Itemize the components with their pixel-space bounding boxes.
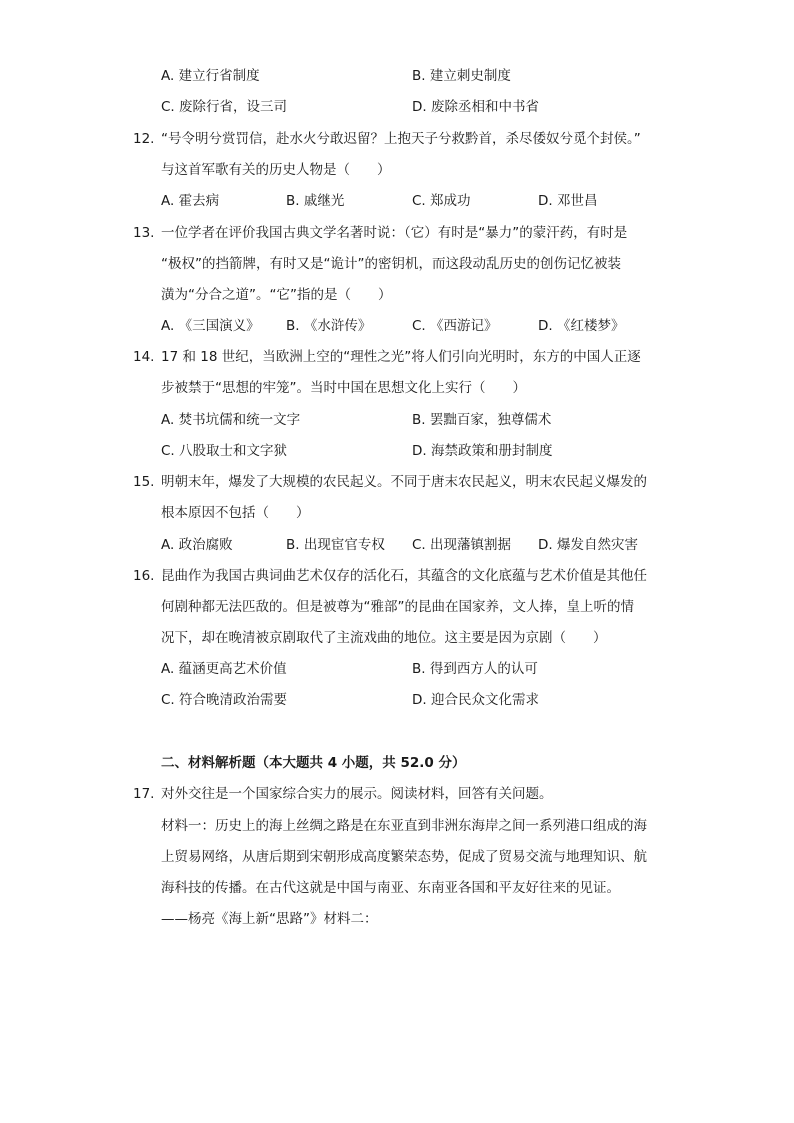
q17-text-line: ——杨亮《海上新“思路”》材料二： bbox=[161, 911, 378, 927]
q14-option-b: B. 罢黜百家，独尊儒术 bbox=[412, 412, 552, 428]
q17-text-line: 对外交往是一个国家综合实力的展示。阅读材料，回答有关问题。 bbox=[161, 786, 553, 802]
q12-option-a: A. 霍去病 bbox=[161, 193, 220, 209]
q17-text-line: 上贸易网络，从唐后期到宋朝形成高度繁荣态势，促成了贸易交流与地理知识、航 bbox=[161, 849, 647, 865]
q11-option-b: B. 建立刺史制度 bbox=[412, 68, 511, 84]
q15-number: 15. bbox=[133, 474, 155, 490]
q16-stem-line: 昆曲作为我国古典词曲艺术仅存的活化石，其蕴含的文化底蕴与艺术价值是其他任 bbox=[161, 568, 647, 584]
q15-stem-line: 根本原因不包括（ ） bbox=[161, 505, 310, 521]
q11-option-a: A. 建立行省制度 bbox=[161, 68, 260, 84]
q13-stem-line: “极权”的挡箭牌，有时又是“诡计”的密钥机，而这段动乱历史的创伤记忆被装 bbox=[161, 256, 621, 272]
q13-option-b: B. 《水浒传》 bbox=[286, 318, 372, 334]
q14-option-a: A. 焚书坑儒和统一文字 bbox=[161, 412, 301, 428]
q12-stem-line: “号令明兮赏罚信，赴水火兮敢迟留？上抱天子兮救黔首，杀尽倭奴兮觅个封侯。” bbox=[161, 131, 641, 147]
q17-number: 17. bbox=[133, 786, 155, 802]
q17-text-line: 材料一：历史上的海上丝绸之路是在东亚直到非洲东海岸之间一系列港口组成的海 bbox=[161, 818, 647, 834]
q12-stem-line: 与这首军歌有关的历史人物是（ ） bbox=[161, 162, 391, 178]
q15-option-b: B. 出现宦官专权 bbox=[286, 537, 385, 553]
q15-option-a: A. 政治腐败 bbox=[161, 537, 233, 553]
q13-option-c: C. 《西游记》 bbox=[412, 318, 498, 334]
q11-option-c: C. 废除行省，设三司 bbox=[161, 99, 288, 115]
q16-option-c: C. 符合晚清政治需要 bbox=[161, 692, 288, 708]
section-heading: 二、材料解析题（本大题共 4 小题，共 52.0 分） bbox=[161, 755, 466, 771]
q16-stem-line: 况下，却在晚清被京剧取代了主流戏曲的地位。这主要是因为京剧（ ） bbox=[161, 630, 607, 646]
q16-option-d: D. 迎合民众文化需求 bbox=[412, 692, 539, 708]
q17-text-line: 海科技的传播。在古代这就是中国与南亚、东南亚各国和平友好往来的见证。 bbox=[161, 880, 620, 896]
q13-option-d: D. 《红楼梦》 bbox=[538, 318, 625, 334]
q11-option-d: D. 废除丞相和中书省 bbox=[412, 99, 539, 115]
q13-stem-line: 一位学者在评价我国古典文学名著时说：（它）有时是“暴力”的蒙汗药，有时是 bbox=[161, 225, 628, 241]
q16-number: 16. bbox=[133, 568, 155, 584]
q14-number: 14. bbox=[133, 349, 155, 365]
q13-option-a: A. 《三国演义》 bbox=[161, 318, 260, 334]
q12-option-d: D. 邓世昌 bbox=[538, 193, 598, 209]
q16-stem-line: 何剧种都无法匹敌的。但是被尊为“雅部”的昆曲在国家养，文人捧，皇上听的情 bbox=[161, 599, 634, 615]
q15-option-d: D. 爆发自然灾害 bbox=[538, 537, 638, 553]
q16-option-a: A. 蕴涵更高艺术价值 bbox=[161, 661, 287, 677]
q12-option-c: C. 郑成功 bbox=[412, 193, 471, 209]
q14-stem-line: 17 和 18 世纪，当欧洲上空的“理性之光”将人们引向光明时，东方的中国人正逐 bbox=[161, 349, 641, 365]
q16-option-b: B. 得到西方人的认可 bbox=[412, 661, 538, 677]
q12-option-b: B. 戚继光 bbox=[286, 193, 345, 209]
q13-number: 13. bbox=[133, 225, 155, 241]
q13-stem-line: 潢为“分合之道”。“它”指的是（ ） bbox=[161, 287, 392, 303]
q15-stem-line: 明朝末年，爆发了大规模的农民起义。不同于唐末农民起义，明末农民起义爆发的 bbox=[161, 474, 647, 490]
q14-stem-line: 步被禁于“思想的牢笼”。当时中国在思想文化上实行（ ） bbox=[161, 380, 526, 396]
q14-option-d: D. 海禁政策和册封制度 bbox=[412, 443, 553, 459]
q12-number: 12. bbox=[133, 131, 155, 147]
q15-option-c: C. 出现藩镇割据 bbox=[412, 537, 512, 553]
q14-option-c: C. 八股取士和文字狱 bbox=[161, 443, 288, 459]
